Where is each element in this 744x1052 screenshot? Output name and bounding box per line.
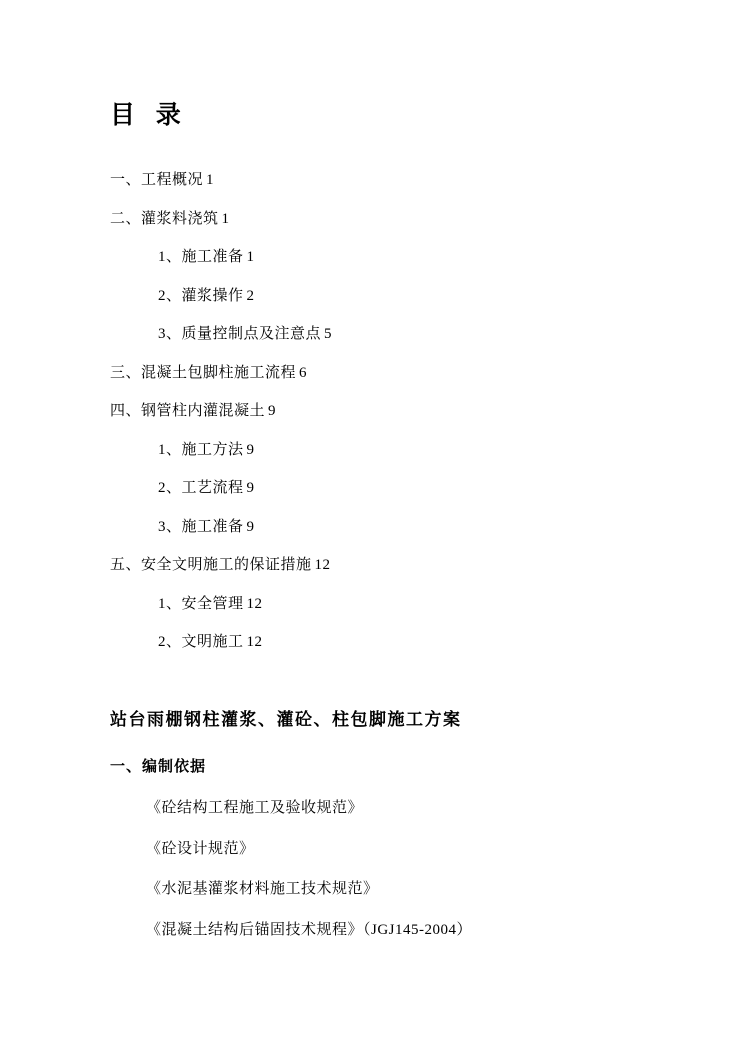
document-main-title: 站台雨棚钢柱灌浆、灌砼、柱包脚施工方案 bbox=[110, 709, 462, 730]
toc-entry[interactable] bbox=[110, 172, 656, 189]
toc-entry-page: 9 bbox=[246, 518, 255, 535]
table-of-contents-heading: 目 录 bbox=[110, 100, 187, 129]
toc-entry-page: 12 bbox=[246, 634, 263, 650]
toc-entry-page: 2 bbox=[246, 287, 255, 304]
toc-entry-page: 12 bbox=[314, 557, 331, 573]
toc-entry-label: 1、施工方法 bbox=[158, 441, 244, 458]
toc-entry-label: 五、安全文明施工的保证措施 bbox=[110, 557, 312, 573]
reference-item: 《砼结构工程施工及验收规范》 bbox=[146, 800, 364, 817]
toc-entry[interactable] bbox=[110, 442, 656, 459]
reference-item: 《水泥基灌浆材料施工技术规范》 bbox=[146, 881, 379, 898]
toc-entry-page: 5 bbox=[324, 326, 333, 342]
toc-entry-label: 1、安全管理 bbox=[158, 595, 244, 612]
toc-entry-page: 12 bbox=[246, 595, 263, 612]
toc-entry-page: 1 bbox=[206, 172, 215, 188]
toc-entry[interactable] bbox=[110, 211, 656, 228]
toc-entry-page: 1 bbox=[246, 249, 255, 265]
toc-entry-label: 2、文明施工 bbox=[158, 634, 244, 650]
toc-entry-label: 一、工程概况 bbox=[110, 172, 204, 188]
toc-entry[interactable] bbox=[110, 557, 656, 574]
toc-entry[interactable] bbox=[110, 634, 656, 651]
toc-entry[interactable] bbox=[110, 403, 656, 420]
toc-entry-label: 3、质量控制点及注意点 bbox=[158, 326, 322, 342]
table-of-contents-list bbox=[110, 172, 656, 651]
section-heading-compilation-basis: 一、编制依据 bbox=[110, 756, 207, 775]
toc-entry[interactable] bbox=[110, 596, 656, 613]
toc-entry-label: 2、灌浆操作 bbox=[158, 287, 244, 304]
toc-entry-label: 1、施工准备 bbox=[158, 249, 244, 265]
toc-entry-label: 二、灌浆料浇筑 bbox=[110, 210, 219, 227]
reference-item: 《砼设计规范》 bbox=[146, 840, 255, 857]
toc-entry-label: 2、工艺流程 bbox=[158, 480, 244, 496]
toc-entry-page: 1 bbox=[221, 210, 230, 227]
toc-entry[interactable] bbox=[110, 480, 656, 497]
toc-entry-page: 9 bbox=[268, 403, 277, 419]
reference-item: 《混凝土结构后锚固技术规程》（JGJ145-2004） bbox=[146, 921, 473, 938]
toc-entry-label: 3、施工准备 bbox=[158, 518, 244, 535]
reference-list bbox=[110, 800, 656, 938]
toc-entry[interactable] bbox=[110, 249, 656, 266]
toc-entry[interactable] bbox=[110, 326, 656, 343]
toc-entry-page: 6 bbox=[299, 364, 308, 381]
toc-entry[interactable] bbox=[110, 288, 656, 305]
toc-entry-label: 四、钢管柱内灌混凝土 bbox=[110, 403, 266, 419]
toc-entry-label: 三、混凝土包脚柱施工流程 bbox=[110, 364, 297, 381]
toc-entry[interactable] bbox=[110, 365, 656, 382]
toc-entry-page: 9 bbox=[246, 441, 255, 458]
toc-entry[interactable] bbox=[110, 519, 656, 536]
toc-entry-page: 9 bbox=[246, 480, 255, 496]
